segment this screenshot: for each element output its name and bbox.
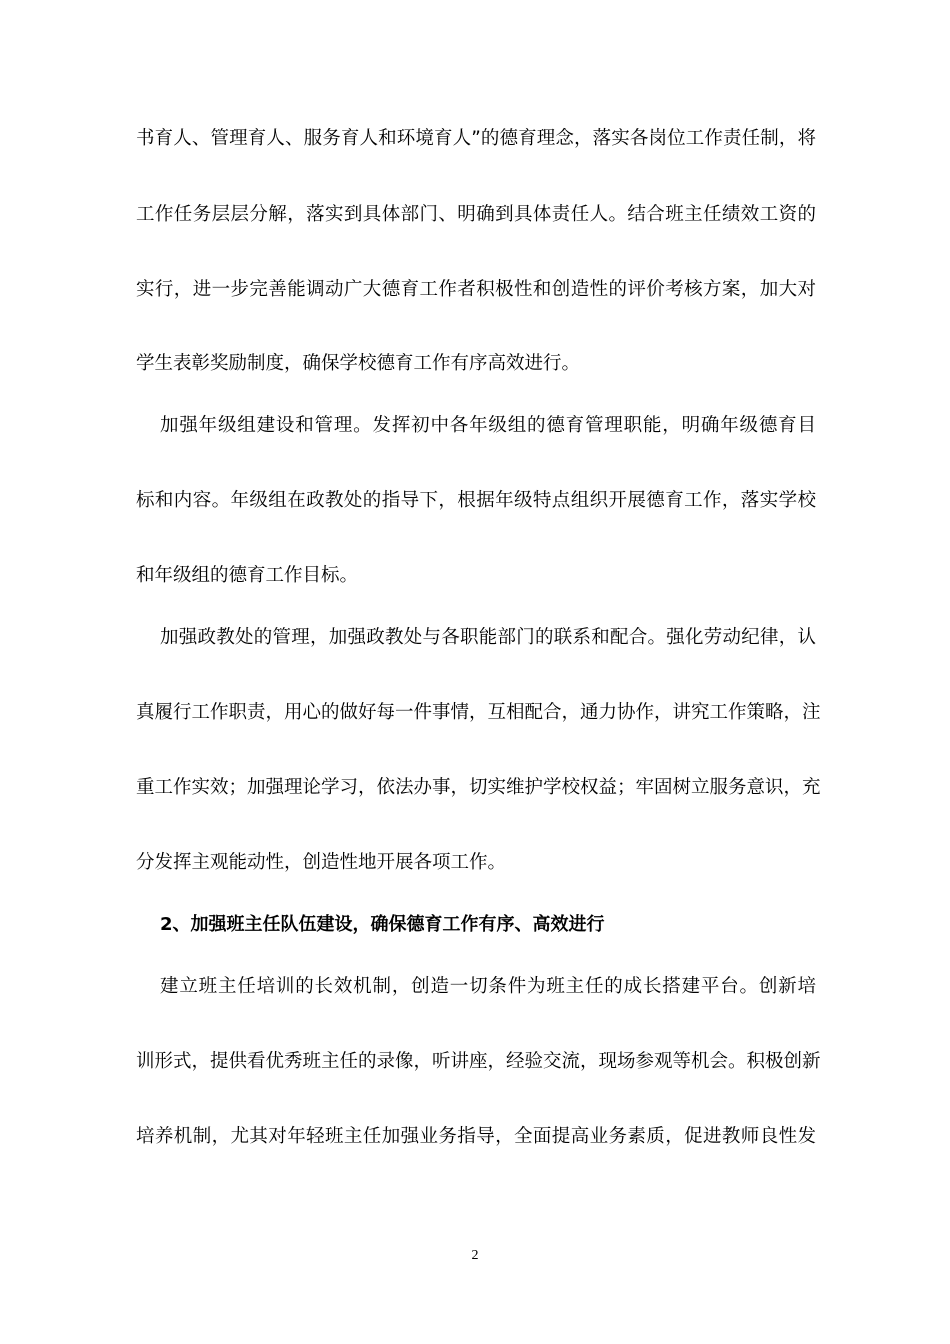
text-line: 培养机制，尤其对年轻班主任加强业务指导，全面提高业务素质，促进教师良性发: [136, 1126, 816, 1147]
text-line: 训形式，提供看优秀班主任的录像，听讲座，经验交流，现场参观等机会。积极创新: [136, 1051, 821, 1072]
section-heading: 2、加强班主任队伍建设，确保德育工作有序、高效进行: [160, 914, 605, 935]
text-line: 加强年级组建设和管理。发挥初中各年级组的德育管理职能，明确年级德育目: [160, 415, 816, 436]
text-line: 学生表彰奖励制度，确保学校德育工作有序高效进行。: [136, 353, 581, 374]
text-line: 书育人、管理育人、服务育人和环境育人”的德育理念，落实各岗位工作责任制，将: [136, 128, 816, 149]
text-line: 建立班主任培训的长效机制，创造一切条件为班主任的成长搭建平台。创新培: [160, 976, 816, 997]
text-line: 分发挥主观能动性，创造性地开展各项工作。: [136, 852, 507, 873]
text-line: 和年级组的德育工作目标。: [136, 565, 359, 586]
page-number: 2: [471, 1248, 479, 1263]
text-line: 重工作实效；加强理论学习，依法办事，切实维护学校权益；牢固树立服务意识，充: [136, 777, 821, 798]
text-line: 加强政教处的管理，加强政教处与各职能部门的联系和配合。强化劳动纪律，认: [160, 627, 816, 648]
text-line: 标和内容。年级组在政教处的指导下，根据年级特点组织开展德育工作，落实学校: [136, 490, 816, 511]
text-line: 实行，进一步完善能调动广大德育工作者积极性和创造性的评价考核方案，加大对: [136, 279, 816, 300]
text-line: 真履行工作职责，用心的做好每一件事情，互相配合，通力协作，讲究工作策略，注: [136, 702, 821, 723]
text-line: 工作任务层层分解，落实到具体部门、明确到具体责任人。结合班主任绩效工资的: [136, 204, 816, 225]
